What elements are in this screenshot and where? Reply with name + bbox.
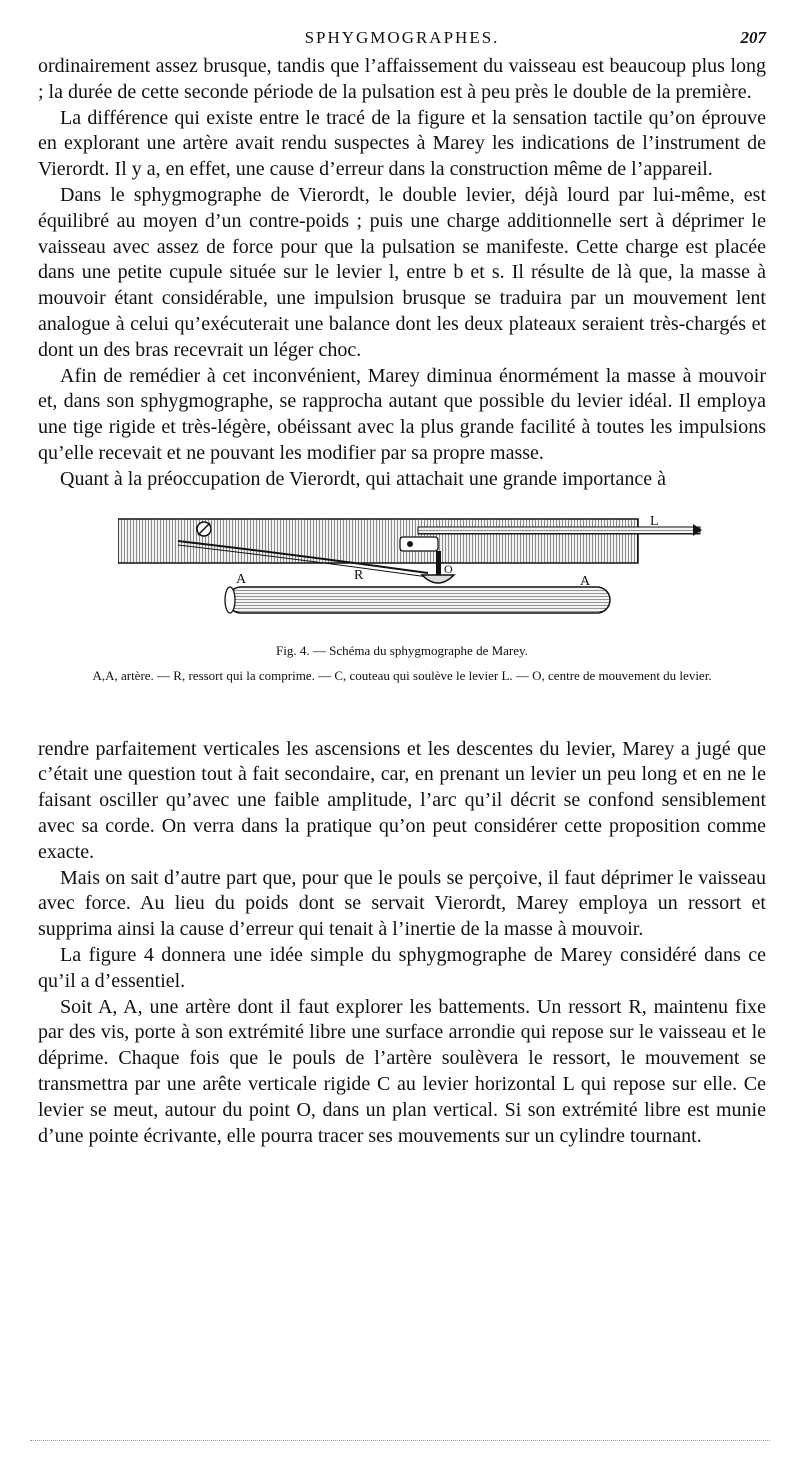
document-page [38, 28, 766, 1149]
running-title: SPHYGMOGRAPHES. [304, 28, 500, 47]
paragraph: rendre parfaitement verticales les ascensions et les descentes du levier, Marey a jugé que c’était une question tout à fait secondaire, car, en prenant un levier un peu long et en ne le faisant osciller qu’avec une faible amplitude, l’arc qu’il décrit se confond sensiblement avec sa corde. On verra dans la pratique qu’on peut considérer cette proposition comme exacte. [38, 737, 766, 863]
knife-C [436, 551, 441, 575]
text-block-top [38, 54, 766, 493]
paragraph: Quant à la préoccupation de Vierordt, qui attachait une grande importance à [60, 467, 666, 490]
spring-dome [422, 575, 454, 583]
figure-4 [38, 515, 766, 737]
label-A-right: A [580, 573, 591, 589]
paragraph: Soit A, A, une artère dont il faut explorer les battements. Un ressort R, maintenu fixe par des vis, porte à son extrémité libre une surface arrondie qui repose sur le vaisseau et le déprime. Chaque fois que le pouls de l’artère soulèvera le ressort, le mouvement se transmettra par une arête verticale rigide C au levier horizontal L qui repose sur elle. Ce levier se meut, autour du point O, dans un plan vertical. Si son extrémité libre est munie d’une pointe écrivante, elle pourra tracer ses mouvements sur un cylindre tournant. [38, 995, 766, 1147]
paragraph: La figure 4 donnera une idée simple du sphygmographe de Marey considéré dans ce qu’il a d’essentiel. [38, 943, 766, 992]
figure-caption-body: A,A, artère. — R, ressort qui la comprime. — C, couteau qui soulève le levier L. — O, centre de mouvement du levier. [92, 667, 712, 683]
page-bottom-rule [30, 1440, 770, 1441]
paragraph: Mais on sait d’autre part que, pour que le pouls se perçoive, il faut déprimer le vaisseau avec force. Au lieu du poids dont se servait Vierordt, Marey employa un ressort et supprima ainsi la cause d’erreur qui tenait à l’inertie de la masse à mouvoir. [38, 866, 766, 941]
paragraph: La différence qui existe entre le tracé de la figure et la sensation tactile qu’on éprouve en explorant une artère avait rendu suspectes à Marey les indications de l’instrument de Vierordt. Il y a, en effet, une cause d’erreur dans la construction même de l’appareil. [38, 106, 766, 181]
page-number: 207 [740, 28, 766, 47]
text-block-bottom [38, 737, 766, 1150]
label-O: O [444, 561, 453, 576]
paragraph: Dans le sphygmographe de Vierordt, le double levier, déjà lourd par lui-même, est équilibré au moyen d’un contre-poids ; puis une charge additionnelle sert à déprimer le vaisseau avec assez de force pour que la pulsation se manifeste. Cette charge est placée dans une petite cupule située sur le levier l, entre b et s. Il résulte de là que, la masse à mouvoir étant considérable, une impulsion brusque se traduira par un mouvement lent analogue à celui qu’exécuterait une balance dont les deux plateaux seraient très-chargés et dont un des bras recevrait un léger choc. [38, 183, 766, 361]
figure-caption-title: Fig. 4. — Schéma du sphygmographe de Marey. [276, 642, 528, 658]
label-R: R [354, 567, 364, 583]
running-header [38, 28, 766, 54]
frame-block [118, 519, 638, 563]
sphygmograph-diagram [118, 515, 708, 625]
label-L: L [650, 514, 659, 529]
paragraph: ordinairement assez brusque, tandis que l’affaissement du vaisseau est beaucoup plus long ; la durée de cette seconde période de la pulsation est à peu près le double de la première. [38, 55, 766, 103]
paragraph: Afin de remédier à cet inconvénient, Marey diminua énormément la masse à mouvoir et, dans son sphygmographe, se rapprocha autant que possible du levier idéal. Il employa une tige rigide et très-légère, obéissant avec la plus grande facilité à toutes les impulsions qu’elle recevait et ne pouvant les modifier par sa propre masse. [38, 364, 766, 464]
label-A-left: A [236, 571, 247, 587]
artery [228, 587, 610, 613]
